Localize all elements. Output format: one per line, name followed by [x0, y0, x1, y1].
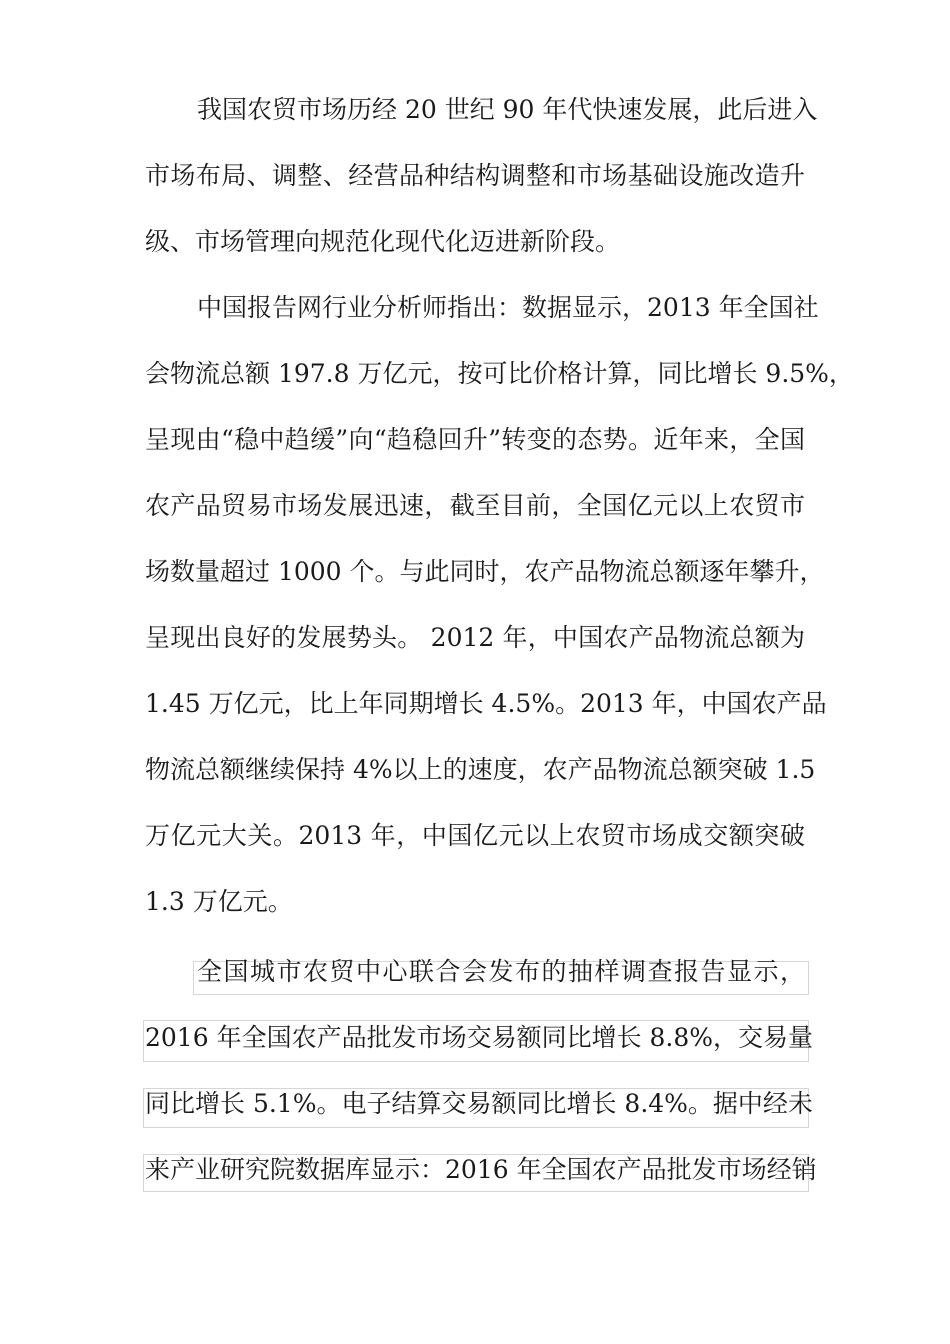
paragraph-line: 全国城市农贸中心联合会发布的抽样调查报告显示，	[197, 957, 805, 986]
paragraph-line: 农产品贸易市场发展迅速，截至目前，全国亿元以上农贸市	[145, 491, 805, 520]
paragraph-line: 万亿元大关。2013 年，中国亿元以上农贸市场成交额突破	[145, 821, 805, 850]
paragraph-line: 呈现由“稳中趋缓”向“趋稳回升”转变的态势。近年来，全国	[145, 425, 805, 454]
paragraph-line: 会物流总额 197.8 万亿元，按可比价格计算，同比增长 9.5%，	[145, 359, 854, 388]
paragraph-line: 物流总额继续保持 4%以上的速度，农产品物流总额突破 1.5	[145, 755, 816, 784]
paragraph-line: 市场布局、调整、经营品种结构调整和市场基础设施改造升	[145, 161, 805, 190]
paragraph-line: 1.45 万亿元，比上年同期增长 4.5%。2013 年，中国农产品	[145, 689, 827, 718]
paragraph-line: 我国农贸市场历经 20 世纪 90 年代快速发展，此后进入	[197, 95, 818, 124]
paragraph-line: 呈现出良好的发展势头。 2012 年，中国农产品物流总额为	[145, 623, 805, 652]
paragraph-line: 场数量超过 1000 个。与此同时，农产品物流总额逐年攀升，	[145, 557, 825, 586]
paragraph-line: 同比增长 5.1%。电子结算交易额同比增长 8.4%。据中经未	[145, 1089, 813, 1118]
paragraph-line: 中国报告网行业分析师指出：数据显示，2013 年全国社	[197, 293, 819, 322]
paragraph-line: 2016 年全国农产品批发市场交易额同比增长 8.8%，交易量	[145, 1023, 814, 1052]
paragraph-line: 级、市场管理向规范化现代化迈进新阶段。	[145, 227, 621, 256]
paragraph-line: 来产业研究院数据库显示：2016 年全国农产品批发市场经销	[145, 1155, 817, 1184]
paragraph-line: 1.3 万亿元。	[145, 887, 293, 916]
